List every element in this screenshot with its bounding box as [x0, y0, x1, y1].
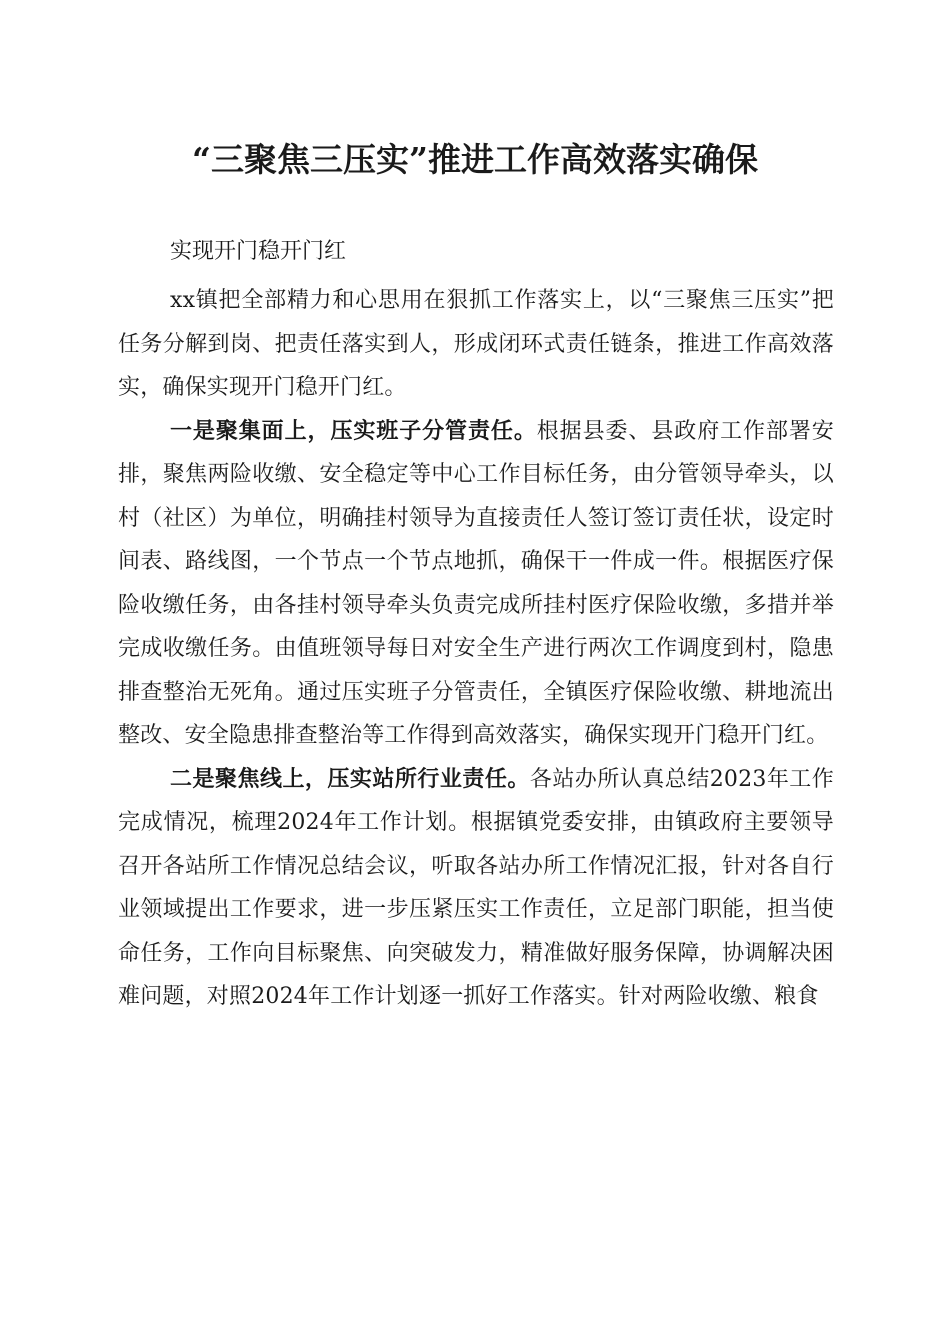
document-title: “三聚焦三压实”推进工作高效落实确保 — [192, 140, 758, 179]
paragraph-point-one-text: 根据县委、县政府工作部署安排，聚焦两险收缴、安全稳定等中心工作目标任务，由分管领导牵头，以村（社区）为单位，明确挂村领导为直接责任人签订签订责任状，设定时间表、路线图，一个节点一个节点地抓，确保干一件成一件。根据医疗保险收缴任务，由各挂村领导牵头负责完成所挂村医疗保险收缴，多措并举完成收缴任务。由值班领导每日对安全生产进行两次工作调度到村，隐患排查整治无死角。通过压实班子分管责任，全镇医疗保险收缴、耕地流出整改、安全隐患排查整治等工作得到高效落实，确保实现开门稳开门红。 — [118, 418, 835, 748]
paragraph-point-two — [118, 758, 834, 1019]
paragraph-point-two-text: 各站办所认真总结2023年工作完成情况，梳理2024年工作计划。根据镇党委安排，由镇政府主要领导召开各站所工作情况总结会议，听取各站办所工作情况汇报，针对各自行业领域提出工作要求，进一步压紧压实工作责任，立足部门职能，担当使命任务，工作向目标聚焦、向突破发力，精准做好服务保障，协调解决困难问题，对照2024年工作计划逐一抓好工作落实。针对两险收缴、粮食 — [118, 766, 834, 1009]
paragraph-intro — [118, 279, 834, 410]
paragraph-point-one-lead: 一是聚集面上，压实班子分管责任。 — [170, 417, 537, 444]
document-subtitle: 实现开门稳开门红 — [170, 239, 347, 264]
paragraph-point-two-lead: 二是聚焦线上，压实站所行业责任。 — [170, 765, 530, 792]
document-body — [118, 279, 834, 1019]
paragraph-intro-text: xx镇把全部精力和心思用在狠抓工作落实上，以“三聚焦三压实”把任务分解到岗、把责任落实到人，形成闭环式责任链条，推进工作高效落实，确保实现开门稳开门红。 — [118, 288, 834, 400]
paragraph-point-one — [118, 410, 834, 758]
